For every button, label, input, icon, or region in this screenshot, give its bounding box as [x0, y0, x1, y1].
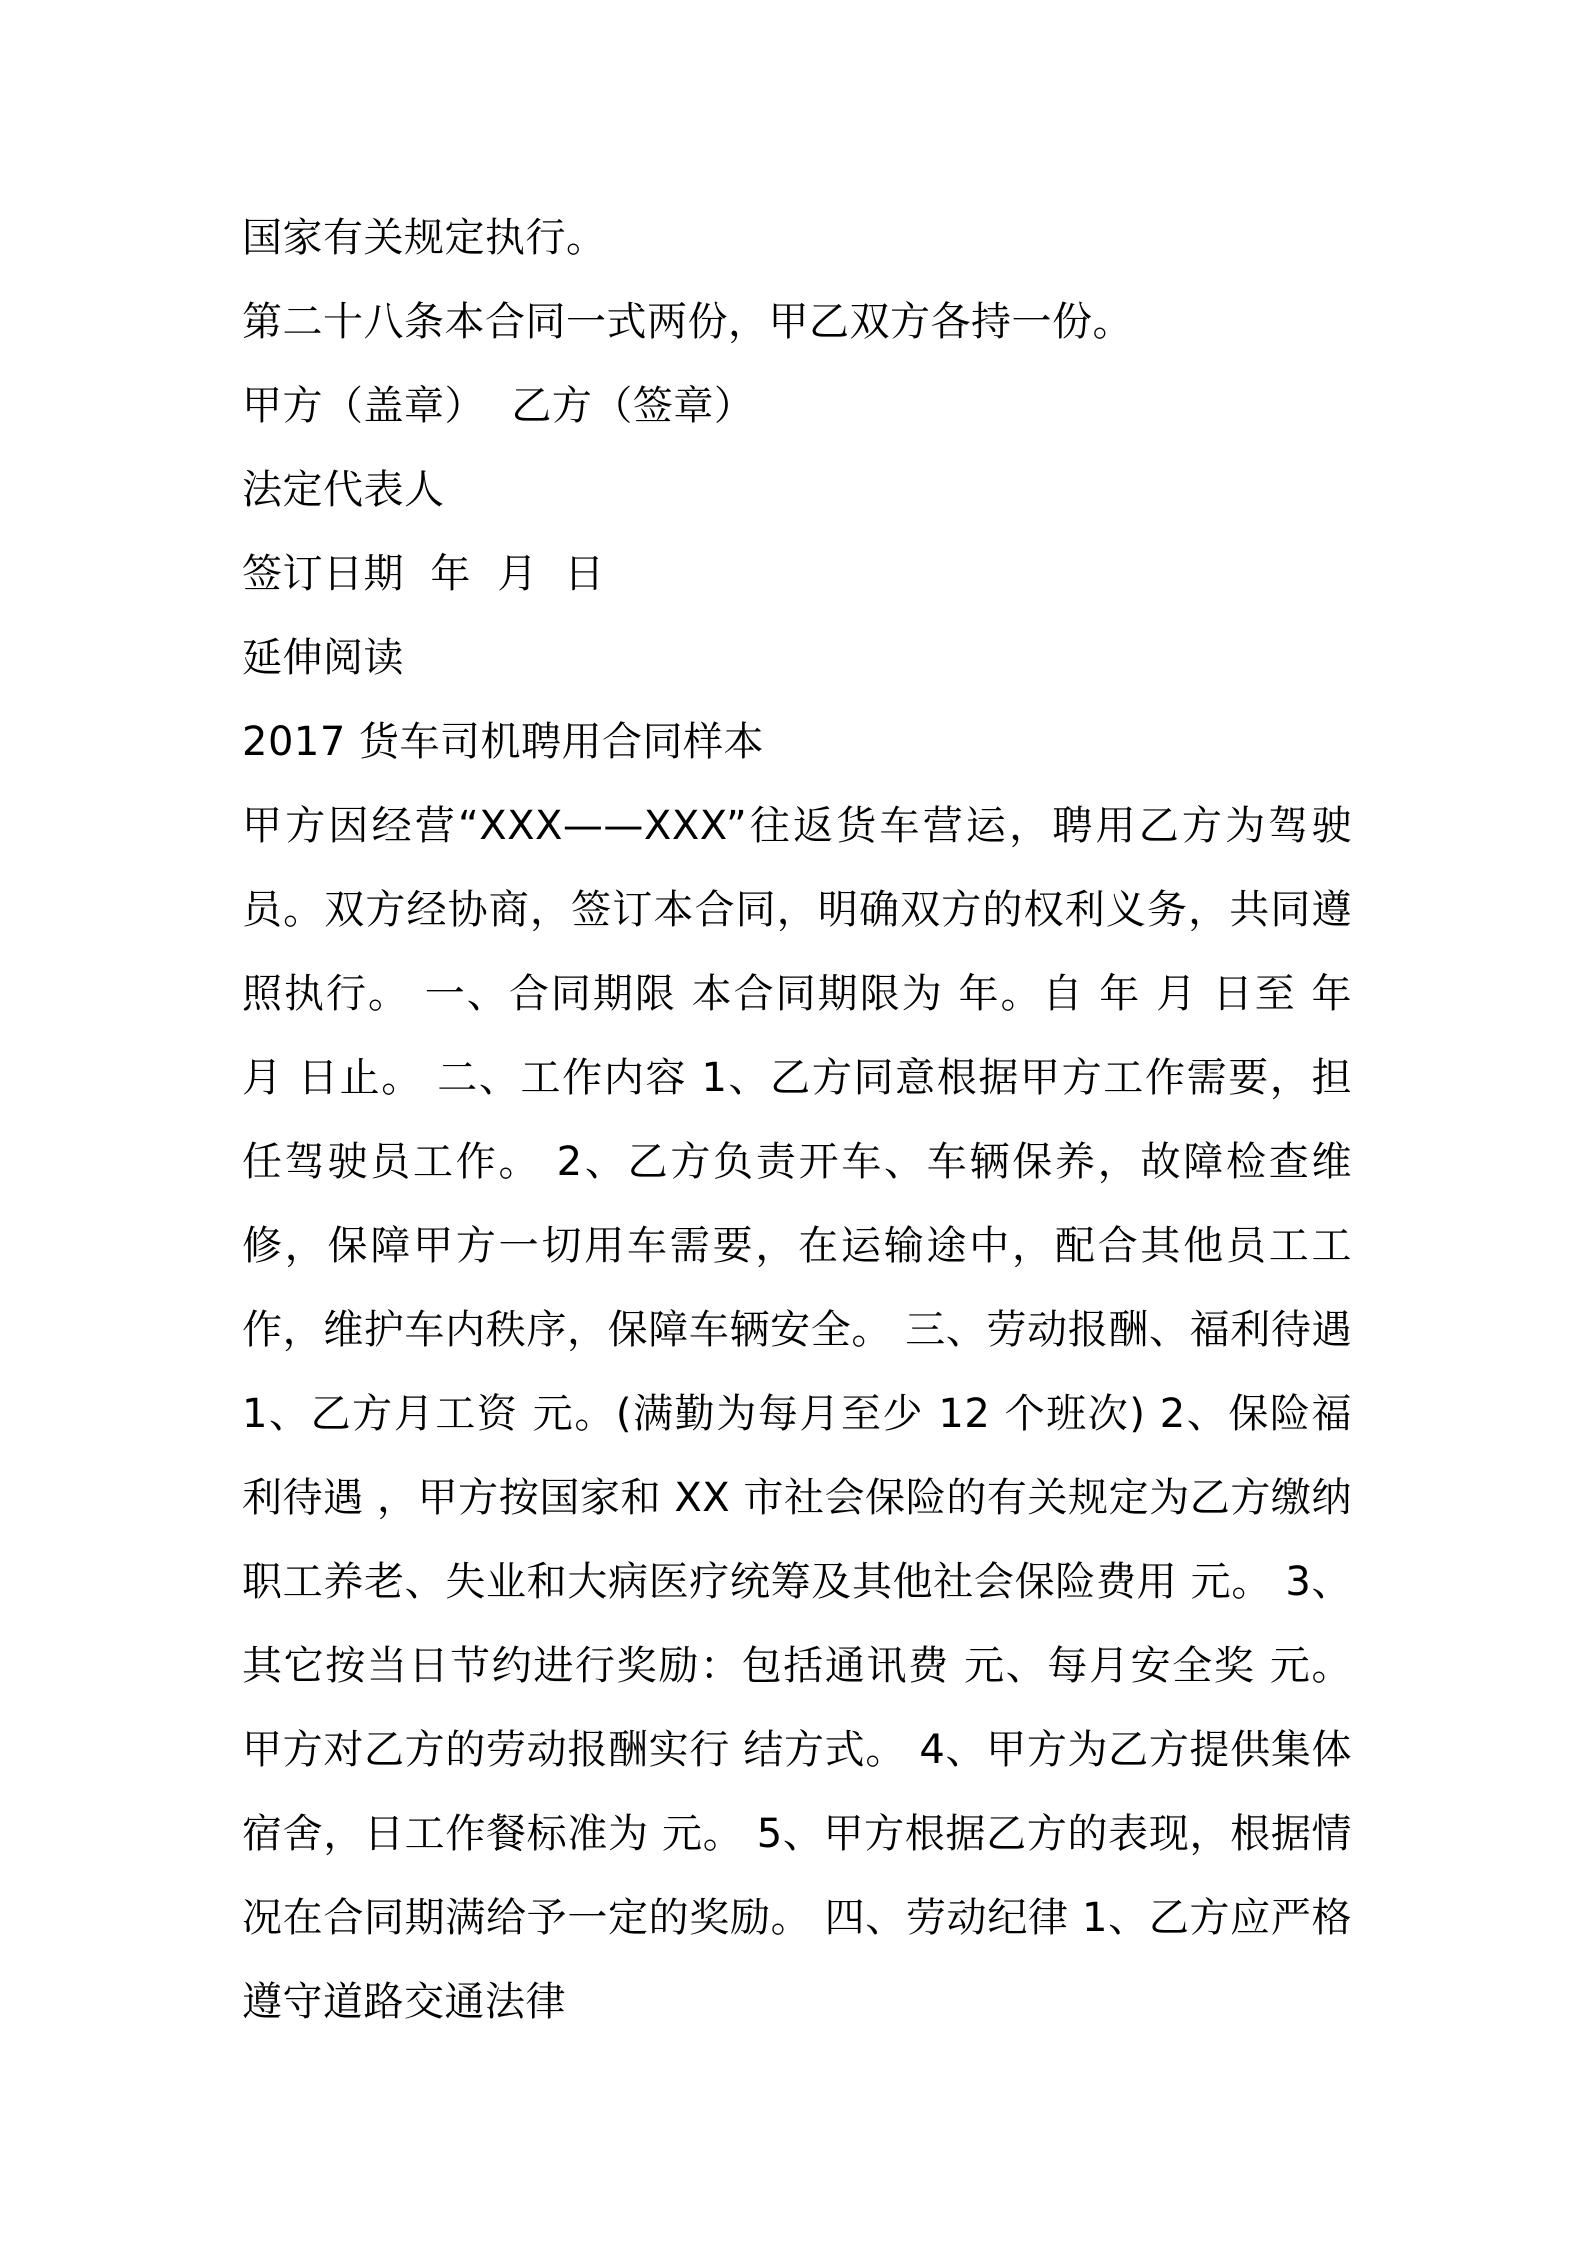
- section-title-contract-sample: 2017 货车司机聘用合同样本: [242, 719, 765, 765]
- text-line-regulation: 国家有关规定执行。: [242, 215, 607, 261]
- contract-body-paragraph: 甲方因经营“XXX——XXX”往返货车营运，聘用乙方为驾驶员。双方经协商，签订本合同，明确双方的权利义务，共同遵照执行。 一、合同期限 本合同期限为 年。自 年 月 日至 年 月 日止。 二、工作内容 1、乙方同意根据甲方工作需要，担任驾驶员工作。 2、乙方负责开车、车辆保养，故障检查维修，保障甲方一切用车需要，在运输途中，配合其他员工工作，维护车内秩序，保障车辆安全。 三、劳动报酬、福利待遇 1、乙方月工资 元。(满勤为每月至少 12 个班次) 2、保险福利待遇 ，甲方按国家和 XX 市社会保险的有关规定为乙方缴纳职工养老、失业和大病医疗统筹及其他社会保险费用 元。 3、其它按当日节约进行奖励：包括通讯费 元、每月安全奖 元。甲方对乙方的劳动报酬实行 结方式。 4、甲方为乙方提供集体宿舍，日工作餐标准为 元。 5、甲方根据乙方的表现，根据情况在合同期满给予一定的奖励。 四、劳动纪律 1、乙方应严格遵守道路交通法律: [242, 803, 1352, 2025]
- text-line-signature-parties: 甲方（盖章） 乙方（签章）: [242, 383, 755, 429]
- document-content: [242, 196, 1352, 2044]
- text-line-further-reading: 延伸阅读: [242, 635, 404, 681]
- text-line-article-28: 第二十八条本合同一式两份，甲乙双方各持一份。: [242, 299, 1133, 345]
- text-line-signing-date: 签订日期 年 月 日: [242, 551, 605, 597]
- text-line-legal-representative: 法定代表人: [242, 467, 445, 513]
